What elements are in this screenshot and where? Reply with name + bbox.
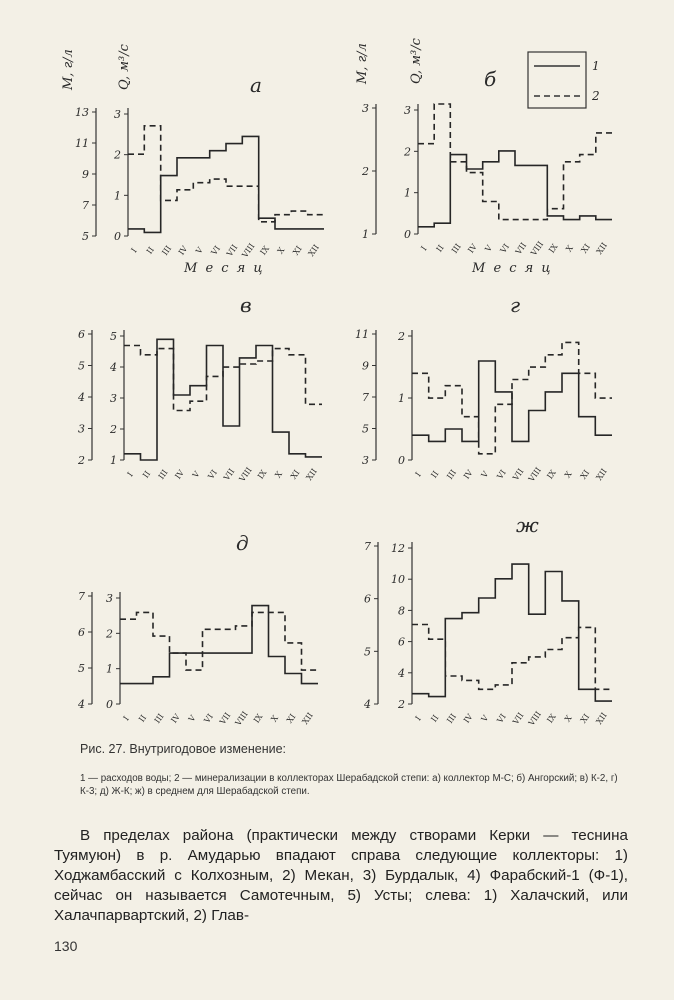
month-tick-label: X (562, 713, 574, 724)
series-1-discharge-line (128, 136, 324, 232)
m-axis-tick-label: 5 (362, 422, 369, 436)
series-2-mineralization-line (412, 625, 612, 690)
chart-panel-label: г (510, 293, 521, 317)
month-tick-label: II (137, 713, 149, 724)
month-tick-label: IX (545, 712, 558, 725)
figure-caption-title: Рис. 27. Внутригодовое изменение: (80, 742, 287, 756)
month-tick-label: II (434, 243, 446, 254)
month-tick-label: I (125, 470, 135, 479)
q-axis-tick-label: 3 (110, 392, 117, 405)
series-2-mineralization-line (128, 126, 324, 222)
month-tick-label: V (186, 713, 198, 724)
q-axis-tick-label: 2 (114, 148, 121, 162)
month-tick-label: III (152, 712, 166, 726)
month-tick-label: V (479, 469, 491, 480)
month-tick-label: XII (594, 241, 610, 257)
month-tick-label: V (483, 243, 495, 254)
body-paragraph: В пределах района (практически между створами Керки — теснина Туямуюн) в р. Амударью впадают справа следующие коллекторы: 1) Ходжамбасский с Колхозным, 2) Мекан, 3) Бурдалык, 4) Фарабский-1 (Ф-1), сейчас он называется Самотечным, 5) Усты; слева: 1) Халачский, или Халачпарвартский, 2) Глав- (54, 827, 628, 924)
m-axis-tick-label: 6 (78, 328, 85, 341)
month-tick-label: XII (306, 243, 321, 259)
figure-caption-legend: 1 — расходов воды; 2 — минерализации в коллекторах Шерабадской степи: а) коллектор М-С; б) Ангорский; в) К-2, г) К-3; д) Ж-К; ж) в среднем для Шерабадской степи. (80, 773, 618, 797)
month-tick-label: XI (579, 242, 592, 255)
q-axis-tick-label: 1 (114, 189, 121, 203)
q-axis-tick-label: 10 (391, 573, 405, 587)
month-tick-label: X (564, 243, 575, 254)
q-axis-tick-label: 5 (110, 330, 117, 343)
month-tick-label: VII (511, 711, 526, 727)
month-tick-label: III (156, 468, 170, 482)
q-axis-tick-label: 0 (114, 230, 121, 243)
chart-panel-label: в (240, 293, 252, 317)
month-tick-label: III (160, 244, 174, 258)
q-axis-tick-label: 0 (106, 698, 113, 711)
m-axis-tick-label: 9 (362, 359, 369, 373)
q-axis-tick-label: 3 (404, 104, 411, 117)
month-tick-label: II (429, 713, 441, 724)
chart-panel-3 (77, 293, 322, 484)
month-tick-label: IV (462, 468, 475, 481)
m-axis-tick-label: 4 (364, 698, 371, 711)
month-tick-label: XII (304, 467, 319, 483)
m-axis-tick-label: 3 (362, 102, 369, 115)
q-axis-tick-label: 0 (404, 228, 411, 241)
month-axis-label-a: М е с я ц (184, 261, 265, 276)
chart-panel-6 (363, 513, 612, 728)
month-tick-label: VI (209, 244, 223, 257)
q-axis-tick-label: 3 (114, 108, 121, 121)
q-axis-tick-label: 2 (106, 627, 113, 641)
chart-panel-5 (77, 531, 318, 728)
month-tick-label: VII (218, 711, 233, 727)
axis-symbol-mineralization-b: M, г/л (355, 43, 370, 84)
m-axis-tick-label: 7 (78, 590, 85, 603)
q-axis-tick-label: 0 (398, 454, 405, 467)
month-tick-label: III (445, 712, 459, 726)
q-axis-tick-label: 8 (398, 604, 405, 618)
month-tick-label: VI (202, 712, 215, 725)
month-tick-label: III (449, 242, 463, 256)
month-tick-label: XII (300, 711, 315, 727)
m-axis-tick-label: 7 (362, 391, 369, 404)
m-axis-tick-label: 2 (78, 454, 85, 467)
month-tick-label: VIII (526, 709, 544, 728)
month-tick-label: I (419, 244, 429, 253)
month-tick-label: I (413, 714, 423, 723)
chart-panel-label: б (484, 67, 497, 91)
m-axis-tick-label: 1 (362, 228, 369, 241)
month-tick-label: VII (224, 243, 240, 259)
m-axis-tick-label: 7 (82, 199, 89, 212)
month-tick-label: II (144, 245, 156, 256)
m-axis-tick-label: 2 (362, 165, 369, 178)
m-axis-tick-label: 5 (78, 359, 85, 373)
month-tick-label: VII (222, 467, 237, 483)
m-axis-tick-label: 11 (355, 328, 369, 341)
month-tick-label: VIII (529, 239, 546, 258)
m-axis-tick-label: 9 (82, 168, 89, 181)
month-tick-label: VI (206, 468, 219, 481)
month-tick-label: II (141, 469, 153, 480)
m-axis-tick-label: 5 (364, 645, 371, 659)
chart-panel-label: а (250, 73, 262, 97)
month-tick-label: XI (578, 712, 592, 725)
m-axis-tick-label: 4 (78, 391, 85, 404)
month-tick-label: XI (578, 468, 592, 481)
q-axis-tick-label: 2 (398, 330, 405, 343)
chart-panel-label: ж (516, 513, 539, 537)
q-axis-tick-label: 1 (404, 186, 411, 200)
m-axis-tick-label: 6 (364, 592, 371, 606)
month-tick-label: IX (547, 242, 560, 255)
series-1-discharge-line (124, 339, 322, 460)
month-tick-label: VIII (237, 465, 254, 484)
month-tick-label: XII (594, 711, 609, 727)
month-tick-label: XI (291, 244, 304, 257)
month-tick-label: V (194, 245, 205, 256)
q-axis-tick-label: 3 (106, 592, 113, 605)
q-axis-tick-label: 2 (398, 698, 405, 711)
legend-key-2: 2 (592, 89, 600, 103)
month-tick-label: III (445, 468, 459, 482)
month-tick-label: X (273, 469, 285, 480)
page-number: 130 (54, 938, 78, 954)
legend-key-1: 1 (592, 59, 600, 73)
figure-legend (528, 52, 600, 108)
month-tick-label: X (275, 245, 287, 256)
month-tick-label: IX (545, 468, 558, 481)
q-axis-tick-label: 1 (110, 454, 117, 467)
month-tick-label: IV (173, 468, 186, 481)
month-tick-label: IV (169, 712, 182, 725)
m-axis-tick-label: 5 (82, 230, 89, 243)
axis-symbol-discharge-b: Q, м³/с (409, 38, 424, 84)
month-tick-label: V (479, 713, 491, 724)
m-axis-tick-label: 3 (362, 454, 369, 467)
q-axis-tick-label: 1 (398, 392, 405, 405)
month-tick-label: VIII (240, 241, 257, 260)
month-tick-label: X (562, 469, 574, 480)
m-axis-tick-label: 6 (78, 626, 85, 639)
month-tick-label: IX (255, 468, 269, 481)
q-axis-tick-label: 4 (110, 361, 117, 374)
m-axis-tick-label: 7 (364, 540, 371, 553)
month-tick-label: X (269, 713, 281, 724)
month-tick-label: II (429, 469, 441, 480)
month-tick-label: VI (498, 242, 512, 255)
chart-panel-4 (355, 293, 612, 484)
q-axis-tick-label: 1 (106, 662, 113, 676)
month-tick-label: VI (495, 712, 508, 725)
month-tick-label: IX (251, 712, 265, 725)
month-tick-label: IV (462, 712, 475, 725)
month-tick-label: VIII (233, 709, 250, 728)
chart-panel-label: д (236, 531, 249, 555)
month-tick-label: VI (495, 468, 508, 481)
m-axis-tick-label: 13 (75, 106, 89, 119)
series-1-discharge-line (120, 606, 318, 684)
axis-symbol-discharge: Q, м³/с (117, 44, 132, 90)
month-tick-label: IV (466, 242, 479, 255)
q-axis-tick-label: 2 (110, 423, 117, 436)
m-axis-tick-label: 3 (78, 422, 85, 436)
month-axis-label-b: М е с я ц (472, 261, 553, 276)
month-tick-label: V (190, 469, 202, 480)
m-axis-tick-label: 4 (78, 698, 85, 711)
chart-panel-1 (75, 73, 324, 260)
q-axis-tick-label: 6 (398, 635, 405, 649)
series-2-mineralization-line (120, 612, 318, 670)
month-tick-label: I (129, 246, 139, 255)
month-tick-label: XII (594, 467, 609, 483)
m-axis-tick-label: 5 (78, 662, 85, 675)
month-tick-label: XI (284, 712, 298, 725)
month-tick-label: IV (176, 244, 190, 257)
series-1-discharge-line (412, 361, 612, 441)
month-tick-label: VIII (526, 465, 544, 484)
axis-symbol-mineralization: M, г/л (61, 49, 76, 90)
month-tick-label: VII (511, 467, 526, 483)
month-tick-label: I (413, 470, 423, 479)
month-tick-label: VII (513, 241, 529, 257)
series-1-discharge-line (418, 151, 612, 227)
q-axis-tick-label: 2 (404, 145, 411, 159)
month-tick-label: I (121, 714, 131, 723)
q-axis-tick-label: 4 (398, 666, 405, 680)
month-tick-label: XI (288, 468, 302, 481)
month-tick-label: IX (258, 244, 272, 257)
q-axis-tick-label: 12 (391, 542, 405, 555)
m-axis-tick-label: 11 (75, 137, 89, 150)
